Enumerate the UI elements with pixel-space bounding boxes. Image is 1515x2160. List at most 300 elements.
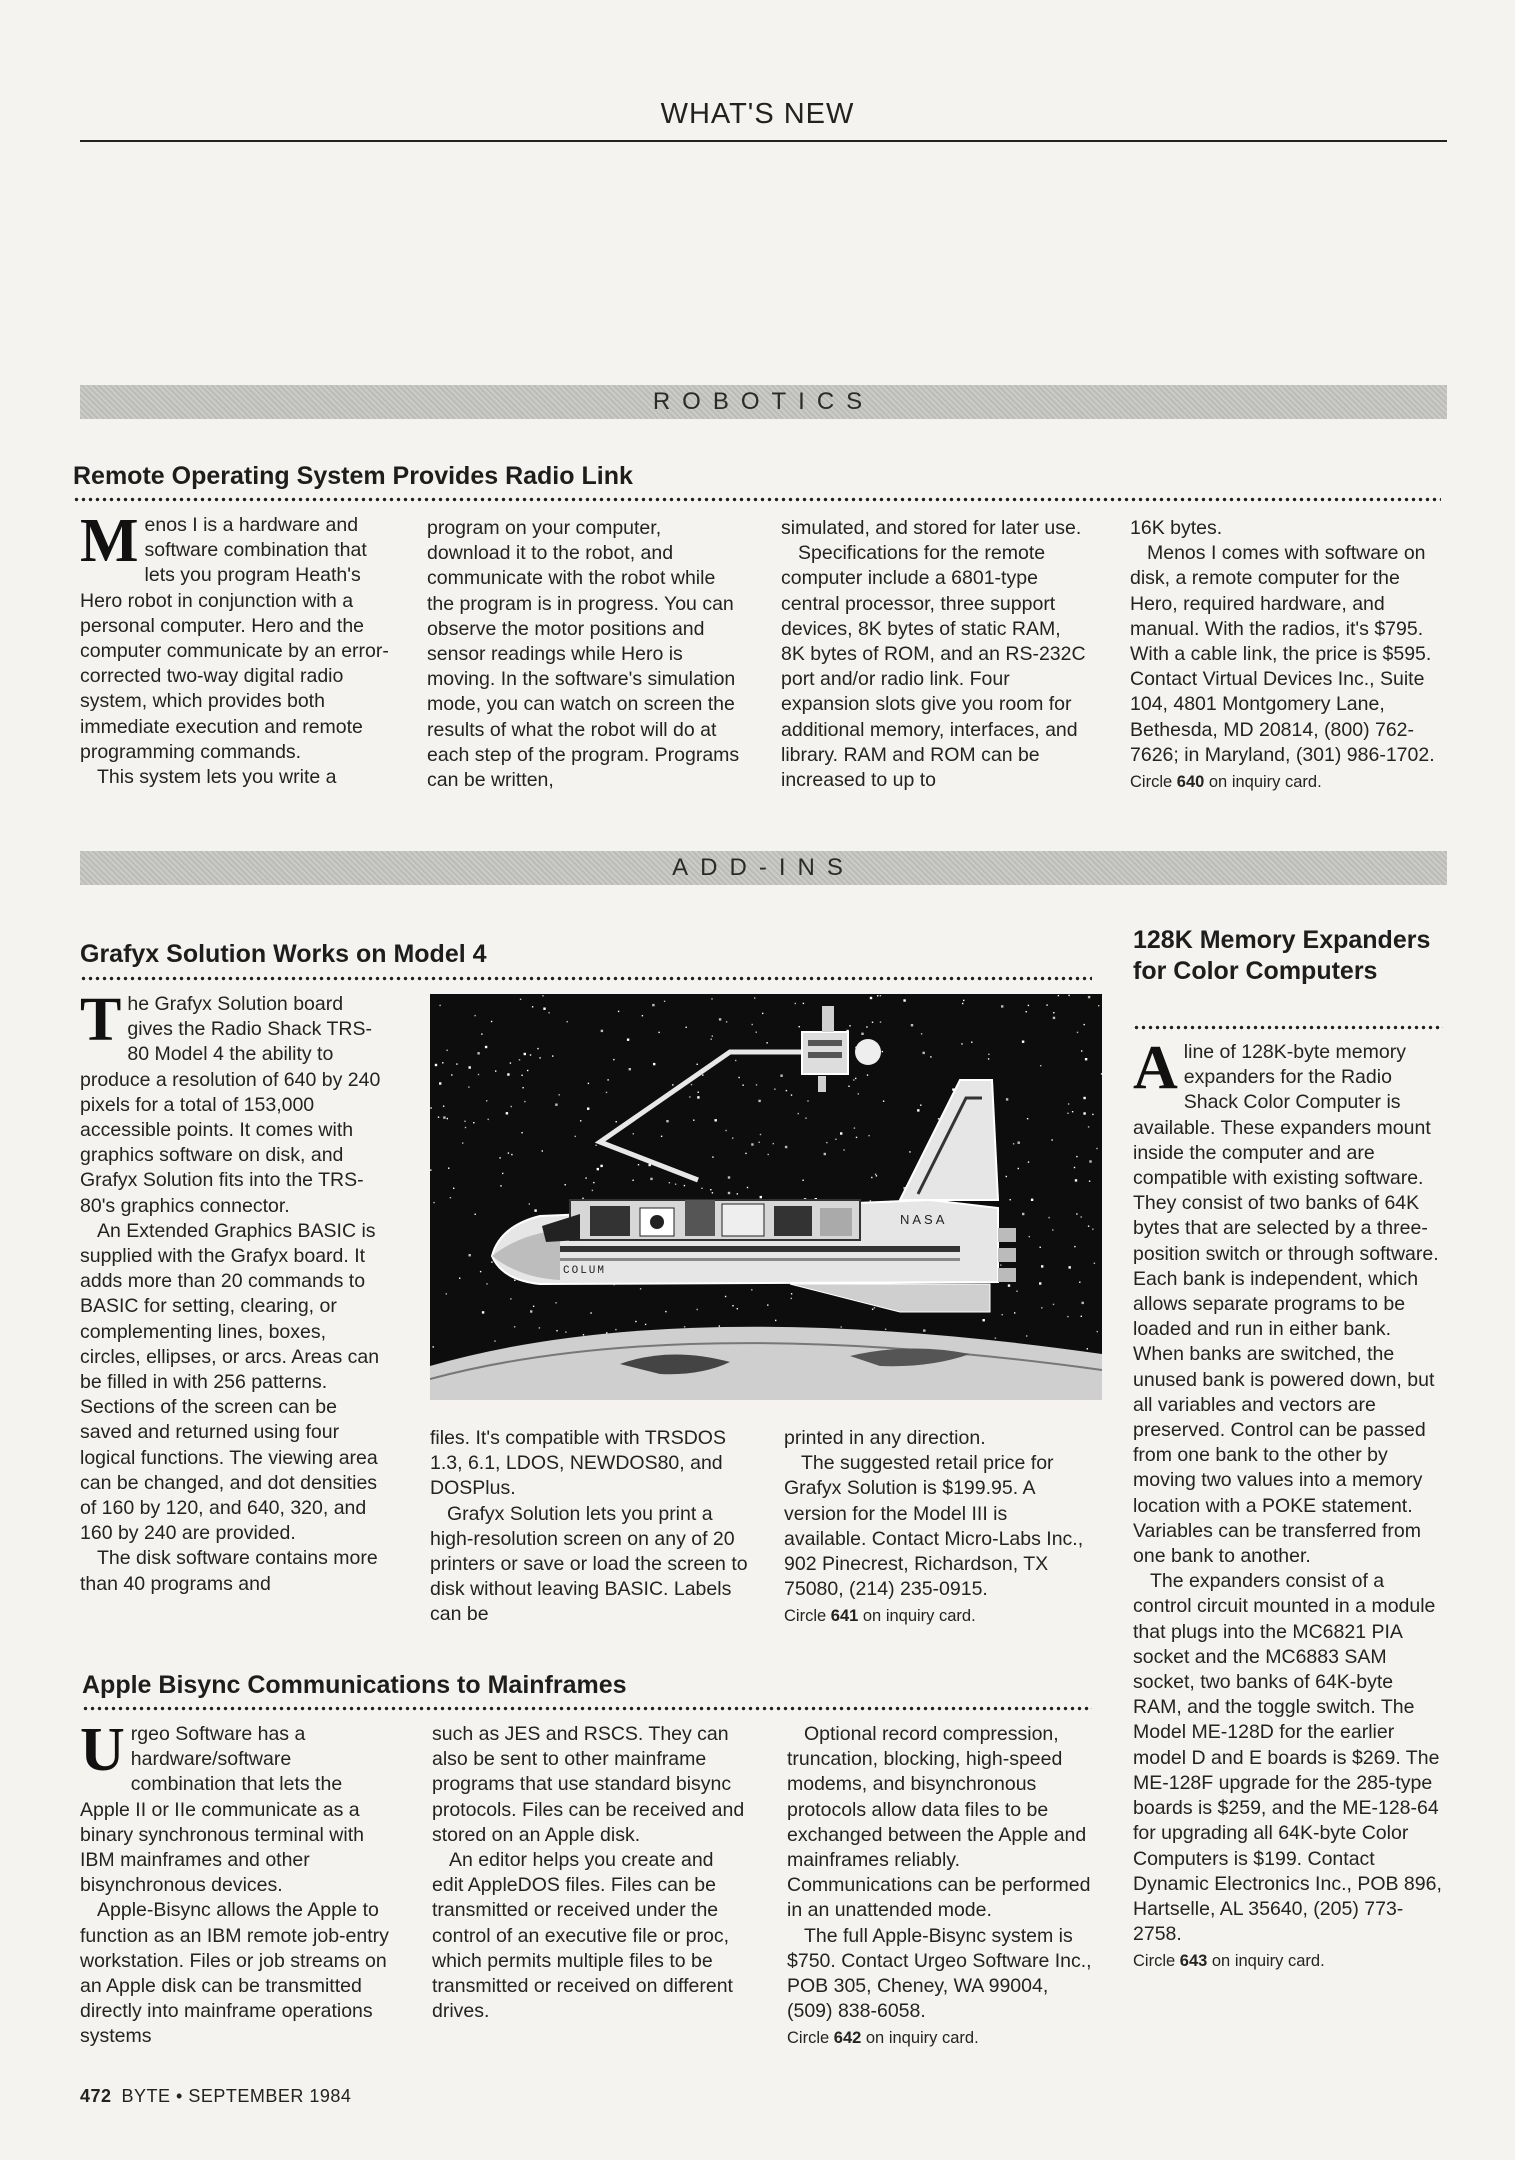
star <box>877 995 878 996</box>
star <box>1083 1097 1085 1099</box>
grafyx-col2-p1: files. It's compatible with TRSDOS 1.3, 6.1, LDOS, NEWDOS80, and DOSPlus. <box>430 1427 726 1500</box>
star <box>468 1086 469 1087</box>
star <box>500 1185 501 1186</box>
fuselage-stripe <box>560 1258 960 1261</box>
star <box>1027 1118 1028 1119</box>
star <box>601 1030 603 1032</box>
star <box>529 1203 530 1204</box>
star <box>1028 1005 1029 1006</box>
star <box>1018 1168 1019 1169</box>
satellite-antenna <box>818 1076 826 1092</box>
star <box>760 1134 761 1135</box>
star <box>875 1174 876 1175</box>
star <box>802 1180 803 1181</box>
star <box>1076 1213 1077 1214</box>
grafyx-column-2 <box>430 1426 750 1628</box>
star <box>883 1101 884 1102</box>
star <box>756 1084 757 1085</box>
shuttle-engine <box>998 1248 1016 1262</box>
star <box>552 1055 553 1056</box>
bisync-headline: Apple Bisync Communications to Mainframes <box>82 1671 627 1699</box>
star <box>1040 1247 1041 1248</box>
star <box>1101 1073 1102 1074</box>
star <box>1088 1126 1089 1127</box>
star <box>464 1121 465 1122</box>
star <box>629 1068 631 1070</box>
star <box>786 1090 787 1091</box>
robot-column-3 <box>781 516 1089 793</box>
grafyx-col3-p1: printed in any direction. <box>784 1427 986 1449</box>
star <box>752 1024 753 1025</box>
star <box>762 1013 763 1014</box>
star <box>1089 1181 1090 1182</box>
memory-p1: line of 128K-byte memory expanders for the Radio Shack Color Computer is available. These expanders mount inside the computer and are compatible with existing software. They consist of two banks of 64K bytes that are selected by a three-position switch or through software. Each bank is independent, which allows separate programs to be loaded and run in either bank. When banks are switched, the unused bank is powered down, but all variables and vectors are preserved. Control can be passed from one bank to the other by moving two values into a memory location with a POKE statement. Variables can be transferred from one bank to another. <box>1133 1041 1439 1568</box>
grafyx-col1-p3: The disk software contains more than 40 programs and <box>80 1547 378 1595</box>
star <box>1075 1179 1077 1181</box>
robot-col1-p2: This system lets you write a <box>97 766 337 789</box>
star <box>697 1309 698 1310</box>
star <box>524 1053 526 1055</box>
star <box>485 1046 487 1048</box>
star <box>728 1176 730 1178</box>
star <box>595 1145 596 1146</box>
star <box>1010 1199 1011 1200</box>
star <box>502 1173 503 1174</box>
robot-dropcap: M <box>80 507 139 575</box>
magazine-issue: BYTE • SEPTEMBER 1984 <box>121 2086 352 2106</box>
star <box>754 997 755 998</box>
robot-col2-p1: program on your computer, download it to the robot, and communicate with the robot while the program is in progress. You can observe the motor positions and sensor readings while Hero is moving. In the software's simulation mode, you can watch on screen the results of what the robot will do at each step of the program. Programs can be written, <box>427 517 740 792</box>
grafyx-col1-p2: An Extended Graphics BASIC is supplied with the Grafyx board. It adds more than 20 commands to BASIC for setting, clearing, or complementing lines, boxes, circles, ellipses, or arcs. Areas can be filled in with 256 patterns. Sections of the screen can be saved and returned using four logical functions. The viewing area can be changed, and dot densities of 160 by 120, and 640, 320, and 160 by 240 are provided. <box>80 1219 380 1545</box>
star <box>587 1108 589 1110</box>
star <box>1085 1058 1087 1060</box>
star <box>1014 1312 1015 1313</box>
star <box>590 1312 591 1313</box>
star <box>1008 1284 1010 1286</box>
star <box>1006 1176 1007 1177</box>
star <box>807 1100 808 1101</box>
grafyx-col2-p2: Grafyx Solution lets you print a high-resolution screen on any of 20 printers or save or load the screen to disk without leaving BASIC. Labels can be <box>430 1502 748 1626</box>
memory-dotted-rule <box>1133 1025 1443 1030</box>
robot-column-2 <box>427 516 747 793</box>
star <box>510 1298 511 1299</box>
star <box>507 1073 509 1075</box>
star <box>702 1074 703 1075</box>
star <box>469 1254 471 1256</box>
star <box>653 1063 655 1065</box>
star <box>453 1188 454 1189</box>
star <box>885 1329 886 1330</box>
star <box>1016 1291 1017 1292</box>
section-band-robotics: ROBOTICS <box>80 385 1447 419</box>
grafyx-dropcap: T <box>80 986 122 1054</box>
star <box>469 1066 471 1068</box>
star <box>738 1077 739 1078</box>
star <box>616 1121 617 1122</box>
star <box>510 1062 511 1063</box>
star <box>539 1057 540 1058</box>
star <box>1072 1111 1073 1112</box>
star <box>521 1132 522 1133</box>
star <box>1088 1226 1089 1227</box>
star <box>872 1022 873 1023</box>
star <box>451 1074 452 1075</box>
star <box>514 1326 515 1327</box>
star <box>446 1050 447 1051</box>
memory-inquiry-circle: Circle 643 on inquiry card. <box>1133 1952 1325 1971</box>
star <box>473 1122 474 1123</box>
star <box>938 1118 939 1119</box>
star <box>686 1027 687 1028</box>
star <box>988 1054 989 1055</box>
star <box>522 1087 523 1088</box>
star <box>600 1165 602 1167</box>
star <box>693 1120 694 1121</box>
star <box>1069 1266 1071 1268</box>
star <box>1028 1161 1029 1162</box>
star <box>712 1156 713 1157</box>
star <box>582 1198 583 1199</box>
star <box>1097 1331 1098 1332</box>
shuttle-screen-image <box>430 994 1102 1400</box>
star <box>920 1105 921 1106</box>
star <box>824 1153 826 1155</box>
star <box>664 1001 665 1002</box>
star <box>1041 1265 1043 1267</box>
star <box>1081 1050 1082 1051</box>
star <box>477 1052 479 1054</box>
section-band-addins: ADD-INS <box>80 851 1447 885</box>
robot-col3-p1: simulated, and stored for later use. <box>781 517 1082 539</box>
star <box>675 1184 676 1185</box>
star <box>524 1101 525 1102</box>
grafyx-col1-p1: he Grafyx Solution board gives the Radio Shack TRS-80 Model 4 the ability to produce a resolution of 640 by 240 pixels for a total of 153,000 accessible points. It comes with graphics software on disk, and Grafyx Solution fits into the TRS-80's graphics connector. <box>80 993 381 1217</box>
star <box>767 1304 768 1305</box>
star <box>1029 1236 1030 1237</box>
star <box>511 1106 512 1107</box>
star <box>961 1043 962 1044</box>
star <box>798 1113 799 1114</box>
star <box>593 1182 594 1183</box>
star <box>486 1100 487 1101</box>
star <box>442 1062 443 1063</box>
star <box>737 1308 738 1309</box>
star <box>1082 1302 1084 1304</box>
star <box>1096 1148 1097 1149</box>
star <box>627 1039 629 1041</box>
star <box>539 1327 540 1328</box>
page-footer <box>80 2086 351 2107</box>
earth-horizon <box>430 1327 1102 1400</box>
star <box>530 1310 532 1312</box>
star <box>719 1325 720 1326</box>
star <box>480 1271 481 1272</box>
grafyx-col3-p2: The suggested retail price for Grafyx Solution is $199.95. A version for the Model III is available. Contact Micro-Labs Inc., 902 Pinecrest, Richardson, TX 75080, (214) 235-0915. <box>784 1452 1084 1601</box>
star <box>795 1003 796 1004</box>
star <box>450 1197 451 1198</box>
star <box>1048 1217 1049 1218</box>
star <box>499 1157 500 1158</box>
star <box>1079 1282 1080 1283</box>
star <box>791 1298 792 1299</box>
star <box>849 1025 850 1026</box>
star <box>456 1063 457 1064</box>
star <box>684 1185 685 1186</box>
star <box>1051 1139 1052 1140</box>
star <box>478 1074 479 1075</box>
star <box>1031 1199 1033 1201</box>
star <box>443 1116 445 1118</box>
satellite-antenna <box>822 1006 834 1032</box>
star <box>645 1324 646 1325</box>
star <box>923 1329 925 1331</box>
star <box>533 1306 534 1307</box>
star <box>747 1187 748 1188</box>
star <box>870 1200 871 1201</box>
star <box>855 1078 856 1079</box>
payload-module <box>820 1208 852 1236</box>
star <box>1026 1011 1027 1012</box>
star <box>459 1278 460 1279</box>
star <box>652 1004 654 1006</box>
star <box>691 1084 692 1085</box>
star <box>642 1015 643 1016</box>
star <box>1083 1112 1085 1114</box>
star <box>666 1120 668 1122</box>
bisync-dropcap: U <box>80 1716 125 1784</box>
star <box>742 1085 743 1086</box>
nasa-lettering: NASA <box>900 1212 948 1227</box>
star <box>495 1070 496 1071</box>
star <box>565 1184 566 1185</box>
page-number: 472 <box>80 2086 112 2106</box>
star <box>871 1177 872 1178</box>
star <box>988 1058 989 1059</box>
robot-column-4 <box>1130 516 1440 795</box>
star <box>1026 1335 1027 1336</box>
star <box>1076 1156 1077 1157</box>
star <box>903 999 905 1001</box>
star <box>732 1137 733 1138</box>
star <box>632 1180 633 1181</box>
star <box>759 1142 760 1143</box>
star <box>1039 1282 1041 1284</box>
grafyx-column-1 <box>80 986 392 1597</box>
star <box>854 1127 855 1128</box>
star <box>785 1146 787 1148</box>
star <box>697 1064 698 1065</box>
star <box>874 1307 875 1308</box>
star <box>1006 1098 1008 1100</box>
star <box>542 995 543 996</box>
star <box>684 1326 685 1327</box>
star <box>751 1143 753 1145</box>
star <box>665 1311 666 1312</box>
star <box>534 1209 536 1211</box>
star <box>843 1149 844 1150</box>
star <box>1041 1307 1042 1308</box>
star <box>711 998 712 999</box>
star <box>1053 1304 1054 1305</box>
star <box>482 1311 484 1313</box>
payload-module <box>590 1206 630 1236</box>
bisync-col2-p1: such as JES and RSCS. They can also be sent to other mainframe programs that use standard bisync protocols. Files can be received and stored on an Apple disk. <box>432 1723 745 1846</box>
star <box>962 1003 963 1004</box>
star <box>728 1192 730 1194</box>
star <box>841 1326 842 1327</box>
robot-dotted-rule <box>73 497 1441 502</box>
star <box>519 1059 520 1060</box>
star <box>585 1177 586 1178</box>
grafyx-inquiry-circle: Circle 641 on inquiry card. <box>784 1607 976 1626</box>
star <box>880 1021 881 1022</box>
star <box>911 1024 913 1026</box>
bisync-col1-p1: rgeo Software has a hardware/software combination that lets the Apple II or IIe communicate as a binary synchronous terminal with IBM mainframes and other bisynchronous devices. <box>80 1723 364 1897</box>
star <box>732 1305 733 1306</box>
star <box>672 1084 673 1085</box>
star <box>1068 1103 1069 1104</box>
star <box>791 1293 792 1294</box>
star <box>556 1330 557 1331</box>
grafyx-headline: Grafyx Solution Works on Model 4 <box>80 940 487 968</box>
star <box>475 1214 476 1215</box>
star <box>756 1032 757 1033</box>
star <box>661 1136 662 1137</box>
star <box>725 1296 726 1297</box>
star <box>537 1048 538 1049</box>
shuttle-engine <box>998 1228 1016 1242</box>
star <box>532 1006 533 1007</box>
star <box>446 1293 447 1294</box>
star <box>448 1168 449 1169</box>
grafyx-dotted-rule <box>80 976 1092 981</box>
bisync-col2-p2: An editor helps you create and edit AppleDOS files. Files can be transmitted or received under the control of an executive file or proc, which permits multiple files to be transmitted or received on different drives. <box>432 1849 733 2023</box>
star <box>430 1169 431 1170</box>
page-header-title: WHAT'S NEW <box>660 98 855 130</box>
star <box>559 1094 560 1095</box>
star <box>567 1021 568 1022</box>
star <box>856 1137 857 1138</box>
star <box>995 1337 996 1338</box>
star <box>658 1032 659 1033</box>
satellite-dish <box>855 1039 881 1065</box>
star <box>1002 1314 1003 1315</box>
star <box>486 1283 487 1284</box>
star <box>613 1059 614 1060</box>
star <box>766 1042 767 1043</box>
star <box>606 1332 607 1333</box>
star <box>930 1056 931 1057</box>
robot-column-1 <box>80 507 392 790</box>
star <box>1040 1065 1041 1066</box>
star <box>751 1289 752 1290</box>
star <box>1067 1316 1068 1317</box>
star <box>1067 1113 1068 1114</box>
star <box>921 1033 922 1034</box>
star <box>530 1054 531 1055</box>
shuttle-illustration <box>430 994 1102 1400</box>
star <box>481 1033 482 1034</box>
star <box>775 1320 776 1321</box>
star <box>745 1153 746 1154</box>
star <box>491 1021 492 1022</box>
star <box>917 1109 919 1111</box>
bisync-col3-p1: Optional record compression, truncation, blocking, high-speed modems, and bisynchronous protocols allow data files to be exchanged between the Apple and mainframes reliably. Communications can be performed in an unattended mode. <box>787 1723 1091 1922</box>
star <box>735 1060 736 1061</box>
star <box>868 1135 869 1136</box>
star <box>712 1192 713 1193</box>
star <box>669 1182 670 1183</box>
shuttle-wing <box>790 1284 990 1312</box>
star <box>597 1168 599 1170</box>
payload-module <box>722 1204 764 1236</box>
star <box>615 1329 616 1330</box>
star <box>508 1152 509 1153</box>
shuttle-engine <box>998 1268 1016 1282</box>
star <box>866 1026 867 1027</box>
star <box>909 1151 910 1152</box>
star <box>506 1112 508 1114</box>
satellite-panel <box>808 1052 842 1058</box>
star <box>848 1086 849 1087</box>
star <box>638 1164 639 1165</box>
star <box>465 1127 466 1128</box>
star <box>588 1083 589 1084</box>
star <box>433 1202 434 1203</box>
star <box>923 1052 925 1054</box>
memory-headline: 128K Memory Expanders for Color Computers <box>1133 926 1431 985</box>
star <box>511 1154 512 1155</box>
star <box>1013 1143 1014 1144</box>
bisync-inquiry-circle: Circle 642 on inquiry card. <box>787 2029 979 2048</box>
star <box>439 1005 440 1006</box>
star <box>1074 1246 1075 1247</box>
star <box>633 1133 634 1134</box>
star <box>543 1008 545 1010</box>
star <box>1018 1142 1020 1144</box>
star <box>555 1302 556 1303</box>
star <box>719 1018 721 1020</box>
star <box>701 1188 702 1189</box>
bisync-column-1 <box>80 1716 394 2050</box>
star <box>710 1189 711 1190</box>
star <box>697 1096 699 1098</box>
bisync-dotted-rule <box>82 1706 1092 1711</box>
star <box>780 1075 782 1077</box>
payload-module-symbol <box>650 1215 664 1229</box>
star <box>548 1012 549 1013</box>
bisync-col1-p2: Apple-Bisync allows the Apple to function as an IBM remote job-entry workstation. Files or job streams on an Apple disk can be transmitted directly into mainframe operations systems <box>80 1899 389 2048</box>
star <box>555 1104 557 1106</box>
star <box>1081 1316 1082 1317</box>
star <box>711 1039 712 1040</box>
bisync-col3-p2: The full Apple-Bisync system is $750. Contact Urgeo Software Inc., POB 305, Cheney, WA 99004, (509) 838-6058. <box>787 1924 1092 2023</box>
bisync-column-3 <box>787 1722 1099 2052</box>
star <box>835 1139 836 1140</box>
star <box>760 1196 762 1198</box>
star <box>1053 1012 1054 1013</box>
star <box>799 1026 800 1027</box>
star <box>983 1319 985 1321</box>
star <box>1022 1213 1024 1215</box>
bisync-column-2 <box>432 1722 750 2024</box>
star <box>715 1119 717 1121</box>
star <box>861 1033 863 1035</box>
star <box>971 1042 972 1043</box>
star <box>1000 1264 1001 1265</box>
star <box>494 1340 495 1341</box>
star <box>1098 1005 1099 1006</box>
